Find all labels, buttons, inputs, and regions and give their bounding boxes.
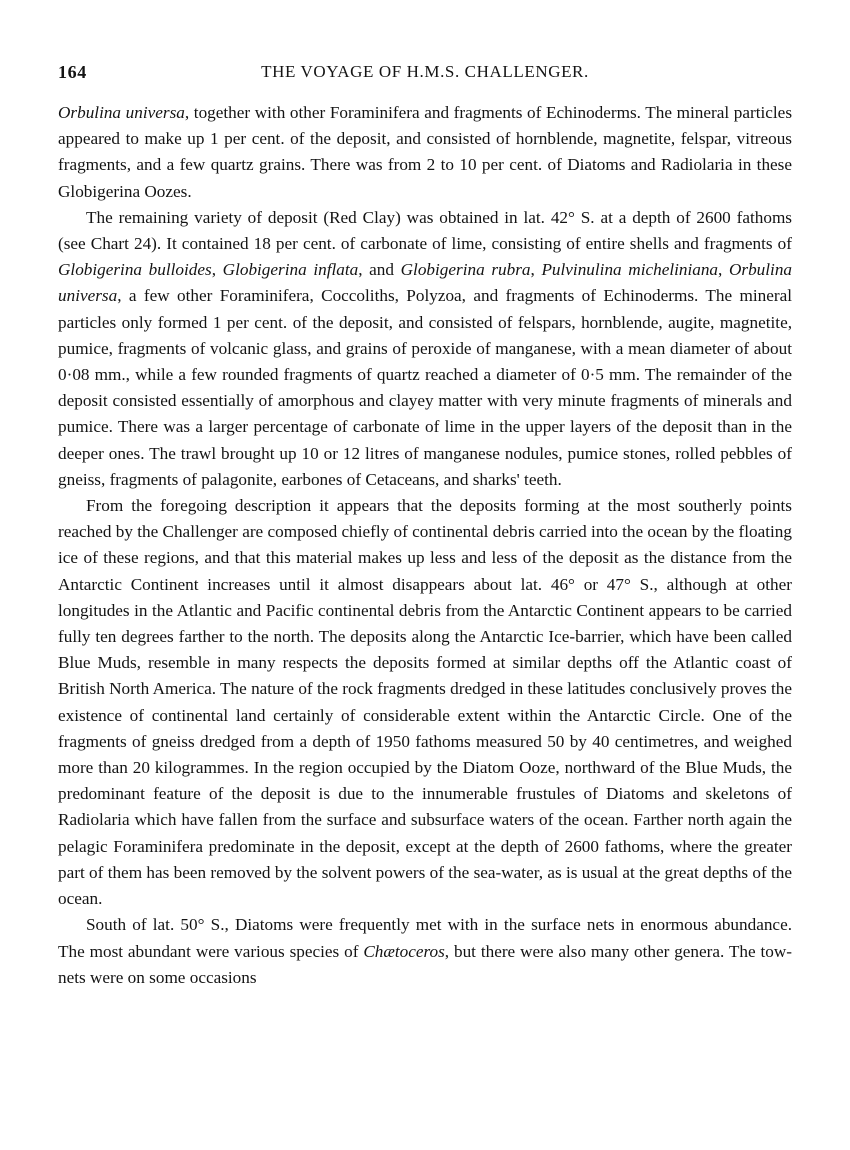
text-run: ,	[530, 260, 542, 280]
text-run: ,	[718, 260, 729, 280]
genus-name: Chætoceros	[363, 941, 445, 961]
running-title: THE VOYAGE OF H.M.S. CHALLENGER.	[261, 62, 589, 81]
species-name: Globigerina inflata	[222, 260, 359, 280]
paragraph	[58, 912, 792, 991]
species-name: Globigerina rubra	[400, 260, 531, 280]
body-text	[58, 100, 792, 991]
text-run: , and	[358, 260, 401, 280]
text-run: The remaining variety of deposit (Red Clay) was obtained in lat. 42° S. at a depth of 2600 fathoms (see Chart 24). It contained 18 per cent. of carbonate of lime, consisting of entire shells and fragments of	[58, 207, 792, 254]
species-name: Pulvinulina micheliniana	[541, 260, 719, 280]
text-run: ,	[211, 260, 223, 280]
paragraph	[58, 493, 792, 912]
text-run: , together with other Foraminifera and fragments of Echinoderms. The mineral particles appeared to make up 1 per cent. of the deposit, and consisted of hornblende, magnetite, felspar, vitreous fragments, and a few quartz grains. There was from 2 to 10 per cent. of Diatoms and Radiolaria in these Globigerina Oozes.	[58, 103, 793, 201]
species-name: Orbulina universa	[58, 103, 185, 122]
text-run: From the foregoing description it appears that the deposits forming at the most southerly points reached by the Challenger are composed chiefly of continental debris carried into the ocean by the floating ice of these regions, and that this material makes up less and less of the deposit as the distance from the Antarctic Continent increases until it almost disappears about lat. 46° or 47° S., although at other longitudes in the Atlantic and Pacific continental debris from the Antarctic Continent appears to be carried fully ten degrees farther to the north. The deposits along the Antarctic Ice-barrier, which have been called Blue Muds, resemble in many respects the deposits formed at similar depths off the Atlantic coast of British North America. The nature of the rock fragments dredged in these latitudes conclusively proves the existence of continental land certainly of considerable extent within the Antarctic Circle. One of the fragments of gneiss dredged from a depth of 1950 fathoms measured 50 by 40 centimetres, and weighed more than 20 kilogrammes. In the region occupied by the Diatom Ooze, northward of the Blue Muds, the predominant feature of the deposit is due to the innumerable frustules of Diatoms and skeletons of Radiolaria which have fallen from the surface and subsurface waters of the ocean. Farther north again the pelagic Foraminifera predominate in the deposit, except at the depth of 2600 fathoms, where the greater part of them has been removed by the solvent powers of the sea-water, as is usual at the great depths of the ocean.	[58, 496, 792, 909]
running-head	[58, 62, 792, 86]
page-number: 164	[58, 62, 87, 82]
text-run: , a few other Foraminifera, Coccoliths, Polyzoa, and fragments of Echinoderms. The mineral particles only formed 1 per cent. of the deposit, and consisted of felspars, hornblende, augite, magnetite, pumice, fragments of volcanic glass, and grains of peroxide of manganese, with a mean diameter of about 0·08 mm., while a few rounded fragments of quartz reached a diameter of 0·5 mm. The remainder of the deposit consisted essentially of amorphous and clayey matter with very minute fragments of minerals and pumice. There was a larger percentage of carbonate of lime in the upper layers of the deposit than in the deeper ones. The trawl brought up 10 or 12 litres of manganese nodules, pumice stones, rolled pebbles of gneiss, fragments of palagonite, earbones of Cetaceans, and sharks' teeth.	[58, 286, 792, 489]
paragraph	[58, 205, 792, 493]
species-name: Globigerina bulloides	[58, 260, 212, 280]
paragraph	[58, 100, 792, 205]
text-run: South of lat. 50° S., Diatoms were frequently met with in the surface nets in enormous abundance. The most abundant were various species of	[58, 915, 792, 961]
text-run: , but there were also many other genera. The tow-nets were on some occasions	[58, 941, 792, 987]
species-name: Orbulina universa	[58, 260, 793, 306]
